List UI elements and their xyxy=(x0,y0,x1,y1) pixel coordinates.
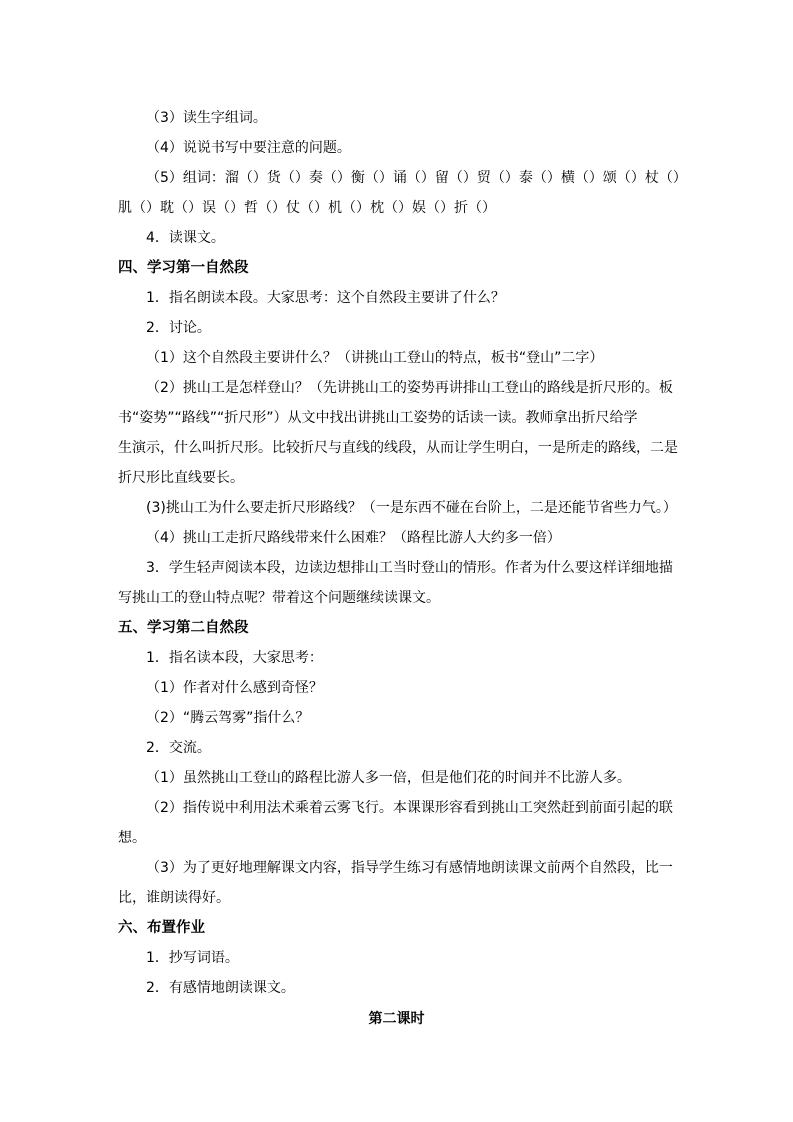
text-line: 想。 xyxy=(118,830,146,846)
text-line: 2．有感情地朗读课文。 xyxy=(146,980,295,996)
text-line: 比，谁朗读得好。 xyxy=(118,890,230,906)
text-line: 折尺形比直线要长。 xyxy=(118,470,244,486)
text-line: （1）作者对什么感到奇怪？ xyxy=(146,680,323,696)
text-line: 4．读课文。 xyxy=(146,230,225,246)
text-line: （5）组词：溜（）货（）奏（）衡（）诵（）留（）贸（）泰（）横（）颂（）杖（） xyxy=(146,170,687,186)
section-heading: 五、学习第二自然段 xyxy=(118,620,249,636)
text-line: 1．抄写词语。 xyxy=(146,950,239,966)
text-line: 生演示，什么叫折尺形。比较折尺与直线的线段，从而让学生明白，一是所走的路线，二是 xyxy=(118,440,678,456)
lesson-title: 第二课时 xyxy=(368,1011,425,1027)
text-line: 1．指名朗读本段。大家思考：这个自然段主要讲了什么？ xyxy=(146,290,505,306)
text-line: （1）虽然挑山工登山的路程比游人多一倍，但是他们花的时间并不比游人多。 xyxy=(146,770,631,786)
text-line: 书“姿势”“路线”“折尺形”）从文中找出讲挑山工姿势的话读一读。教师拿出折尺给学 xyxy=(118,410,638,426)
text-line: （2）挑山工是怎样登山？（先讲挑山工的姿势再讲排山工登山的路线是折尺形的。板 xyxy=(146,380,673,396)
text-line: (3)挑山工为什么要走折尺形路线？（一是东西不碰在台阶上，二是还能节省些力气。） xyxy=(146,500,677,516)
text-line: 1．指名读本段，大家思考： xyxy=(146,650,323,666)
text-line: 写挑山工的登山特点呢？带着这个问题继续读课文。 xyxy=(118,590,440,606)
text-line: （2）指传说中利用法术乘着云雾飞行。本课课形容看到挑山工突然赶到前面引起的联 xyxy=(146,800,673,816)
text-line: （3）读生字组词。 xyxy=(146,110,267,126)
text-line: （2）“腾云驾雾”指什么？ xyxy=(146,710,310,726)
text-line: （4）说说书写中要注意的问题。 xyxy=(146,140,351,156)
text-line: 2．交流。 xyxy=(146,740,211,756)
text-line: （4）挑山工走折尺路线带来什么困难？（路程比游人大约多一倍） xyxy=(146,530,561,546)
section-heading: 六、布置作业 xyxy=(118,920,205,936)
text-line: 肌（）耽（）误（）哲（）仗（）机（）枕（）娱（）折（） xyxy=(118,200,496,216)
text-line: 2．讨论。 xyxy=(146,320,211,336)
text-line: （3）为了更好地理解课文内容，指导学生练习有感情地朗读课文前两个自然段，比一 xyxy=(146,860,673,876)
text-line: 3．学生轻声阅读本段，边读边想排山工当时登山的情形。作者为什么要这样详细地描 xyxy=(146,560,673,576)
text-line: （1）这个自然段主要讲什么？（讲挑山工登山的特点，板书“登山”二字） xyxy=(146,350,604,366)
section-heading: 四、学习第一自然段 xyxy=(118,260,249,276)
